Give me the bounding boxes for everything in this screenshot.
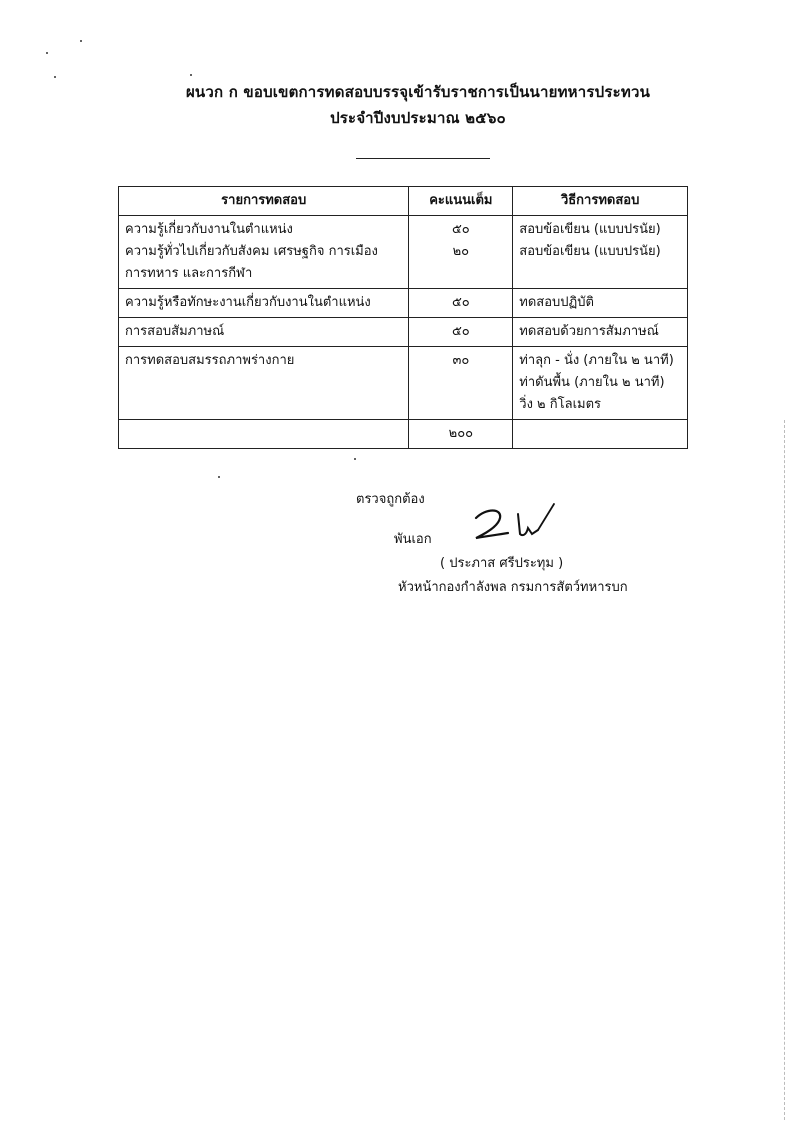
column-header-item: รายการทดสอบ: [119, 187, 409, 216]
scan-speck: [80, 40, 82, 42]
item-text: การทหาร และการกีฬา: [125, 266, 253, 281]
scan-speck: [354, 458, 356, 460]
item-cell: [119, 216, 409, 289]
method-text: ท่าลุก - นั่ง (ภายใน ๒ นาที): [519, 353, 674, 368]
document-subtitle: ประจำปีงบประมาณ ๒๕๖๐: [330, 109, 506, 127]
method-text: สอบข้อเขียน (แบบปรนัย): [519, 222, 661, 237]
score-text: ๕๐: [451, 324, 470, 339]
scan-speck: [54, 76, 56, 78]
signer-name: ( ประภาส ศรีประทุม ): [440, 556, 564, 571]
item-text: การทดสอบสมรรถภาพร่างกาย: [125, 353, 295, 368]
column-header-score: คะแนนเต็ม: [409, 187, 513, 216]
total-score-cell: ๒๐๐: [409, 420, 513, 449]
method-cell: [513, 318, 688, 347]
score-cell: [409, 216, 513, 289]
signer-position: หัวหน้ากองกำลังพล กรมการสัตว์ทหารบก: [398, 580, 628, 595]
table-row: [119, 216, 688, 289]
title-underline: [356, 158, 490, 159]
rank-label: พันเอก: [394, 532, 432, 547]
score-cell: [409, 318, 513, 347]
item-cell: [119, 289, 409, 318]
table-row: [119, 318, 688, 347]
item-text: ความรู้หรือทักษะงานเกี่ยวกับงานในตำแหน่ง: [125, 295, 371, 310]
table-row: [119, 347, 688, 420]
table-total-row: [119, 420, 688, 449]
method-text: สอบข้อเขียน (แบบปรนัย): [519, 244, 661, 259]
scan-edge-line: [784, 420, 786, 1120]
score-cell: [409, 289, 513, 318]
method-cell: [513, 289, 688, 318]
item-cell: [119, 347, 409, 420]
handwritten-signature: [466, 500, 576, 550]
score-text: ๕๐: [451, 295, 470, 310]
method-text: ทดสอบปฏิบัติ: [519, 295, 594, 310]
score-text: ๕๐: [451, 222, 470, 237]
method-text: วิ่ง ๒ กิโลเมตร: [519, 397, 602, 412]
scan-speck: [190, 74, 192, 76]
score-text: ๒๐: [452, 244, 470, 259]
score-cell: [409, 347, 513, 420]
item-text: การสอบสัมภาษณ์: [125, 324, 225, 339]
table-header-row: [119, 187, 688, 216]
scan-speck: [218, 476, 220, 478]
column-header-method: วิธีการทดสอบ: [513, 187, 688, 216]
verified-label: ตรวจถูกต้อง: [356, 492, 425, 507]
scan-speck: [46, 52, 48, 54]
method-cell: [513, 216, 688, 289]
item-cell: [119, 318, 409, 347]
method-text: ทดสอบด้วยการสัมภาษณ์: [519, 324, 659, 339]
total-label-cell: [119, 420, 409, 449]
method-text: ท่าดันพื้น (ภายใน ๒ นาที): [519, 375, 665, 390]
table-row: [119, 289, 688, 318]
total-method-cell: [513, 420, 688, 449]
document-title: ผนวก ก ขอบเขตการทดสอบบรรจุเข้ารับราชการเป็นนายทหารประทวน: [185, 83, 651, 101]
item-text: ความรู้เกี่ยวกับงานในตำแหน่ง: [125, 222, 293, 237]
item-text: ความรู้ทั่วไปเกี่ยวกับสังคม เศรษฐกิจ การเมือง: [125, 244, 378, 259]
exam-table: [118, 186, 688, 449]
score-text: ๓๐: [452, 353, 470, 368]
method-cell: [513, 347, 688, 420]
